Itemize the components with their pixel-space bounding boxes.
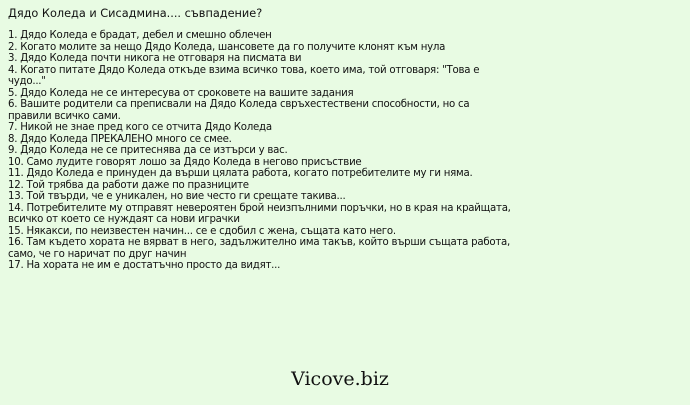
list-item: 12. Той трябва да работи даже по празниците bbox=[8, 179, 249, 191]
list-item: 6. Вашите родители са преписвали на Дядо Коледа свръхестествени способности, но са правили всичко сами. bbox=[8, 99, 470, 122]
list-item: 7. Никой не знае пред кого се отчита Дядо Коледа bbox=[8, 122, 272, 133]
item-list bbox=[8, 30, 684, 272]
list-item: 3. Дядо Коледа почти никога не отговаря на писмата ви bbox=[8, 53, 302, 64]
list-item: 8. Дядо Коледа ПРЕКАЛЕНО много се смее. bbox=[8, 133, 232, 145]
list-item: 15. Някакси, по неизвестен начин... се е сдобил с жена, същата като него. bbox=[8, 225, 396, 237]
list-item: 17. На хората не им е достатъчно просто да видят... bbox=[8, 260, 281, 271]
list-item: 1. Дядо Коледа е брадат, дебел и смешно облечен bbox=[8, 30, 272, 41]
list-item: 2. Когато молите за нещо Дядо Коледа, шансовете да го получите клонят към нула bbox=[8, 41, 446, 53]
list-item: 9. Дядо Коледа не се притеснява да се изтърси у вас. bbox=[8, 145, 288, 156]
list-item: 4. Когато питате Дядо Коледа откъде взима всичко това, което има, той отговаря: "Това е чудо..." bbox=[8, 64, 480, 87]
list-item: 11. Дядо Коледа е принуден да върши цялата работа, когато потребителите му ги няма. bbox=[8, 168, 473, 179]
list-item: 13. Той твърди, че е уникален, но вие често ги срещате такива... bbox=[8, 191, 346, 202]
list-item: 5. Дядо Коледа не се интересува от сроковете на вашите задания bbox=[8, 87, 354, 99]
page-title: Дядо Коледа и Сисадмина.... съвпадение? bbox=[8, 7, 263, 20]
list-item: 10. Само лудите говорят лошо за Дядо Коледа в негово присъствие bbox=[8, 156, 362, 168]
list-item: 16. Там където хората не вярват в него, задължително има такъв, който върши същата работа, само, че го наричат по друг начин bbox=[8, 237, 511, 260]
list-item: 14. Потребителите му отправят невероятен брой неизпълними поръчки, но в края на крайщата, всичко от което се нуждаят са нови играчки bbox=[8, 202, 511, 225]
site-watermark: Vicove.biz bbox=[291, 368, 389, 390]
